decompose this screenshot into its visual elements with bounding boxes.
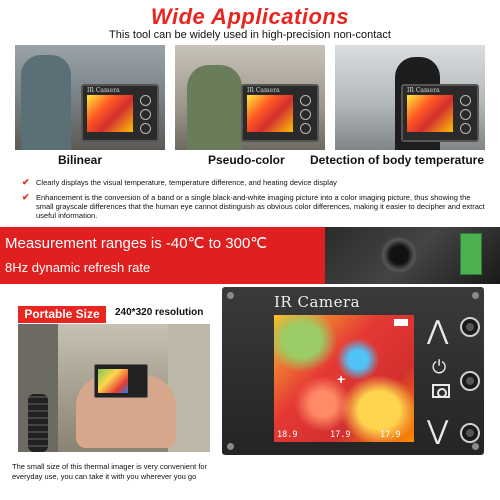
- check-icon: ✔: [22, 192, 30, 202]
- up-button[interactable]: [460, 317, 480, 337]
- temp-reading-max: 17.9: [380, 430, 401, 440]
- sensor-board-image: [325, 227, 500, 284]
- down-arrow-icon: ⋁: [427, 415, 449, 445]
- caption-pseudo-color: Pseudo-color: [208, 153, 285, 167]
- measurement-range-text: Measurement ranges is -40℃ to 300℃: [5, 235, 268, 252]
- ir-camera-device: [222, 287, 484, 455]
- temp-reading-min: 18.9: [277, 430, 298, 440]
- up-arrow-icon: ⋀: [427, 315, 449, 345]
- app-photo-bilinear: [15, 45, 165, 150]
- page-subtitle: This tool can be widely used in high-precision non-contact: [109, 29, 391, 41]
- portable-footnote: The small size of this thermal imager is very convenient for everyday use, you can take it with you wherever you go: [12, 462, 208, 481]
- ir-camera-thumbnail: IR Camera: [81, 84, 159, 142]
- app-photo-pseudo-color: [175, 45, 325, 150]
- power-icon: ⏻: [432, 357, 447, 377]
- page-title: Wide Applications: [150, 4, 350, 29]
- resolution-label: 240*320 resolution: [115, 307, 204, 318]
- check-icon: ✔: [22, 177, 30, 187]
- feature-bullet: ✔ Enhancement is the conversion of a band or a single black-and-white imaging picture into a color imaging picture, thus showing the small grayscale differences that the human eye cannot distinguish as obvious color differences, making it easier to decipher and extract useful information.: [22, 192, 485, 220]
- app-photo-body-temperature: [335, 45, 485, 150]
- crosshair-icon: +: [337, 371, 346, 387]
- device-title: IR Camera: [274, 293, 361, 311]
- thermal-display: [274, 315, 414, 442]
- ir-camera-thumbnail: IR Camera: [241, 84, 319, 142]
- feature-bullet: ✔ Clearly displays the visual temperature, temperature difference, and heating device display: [22, 177, 337, 187]
- power-button[interactable]: [460, 371, 480, 391]
- caption-body-temperature: Detection of body temperature: [310, 153, 485, 167]
- caption-bilinear: Bilinear: [58, 153, 103, 167]
- portable-size-label: Portable Size: [18, 306, 106, 323]
- ir-camera-thumbnail: IR Camera: [401, 84, 479, 142]
- down-button[interactable]: [460, 423, 480, 443]
- battery-icon: [394, 319, 408, 326]
- refresh-rate-text: 8Hz dynamic refresh rate: [5, 260, 151, 275]
- camera-icon: [432, 384, 450, 398]
- spec-banner: [0, 227, 500, 284]
- handheld-photo: [18, 324, 210, 452]
- temp-reading-center: 17.9: [330, 430, 351, 440]
